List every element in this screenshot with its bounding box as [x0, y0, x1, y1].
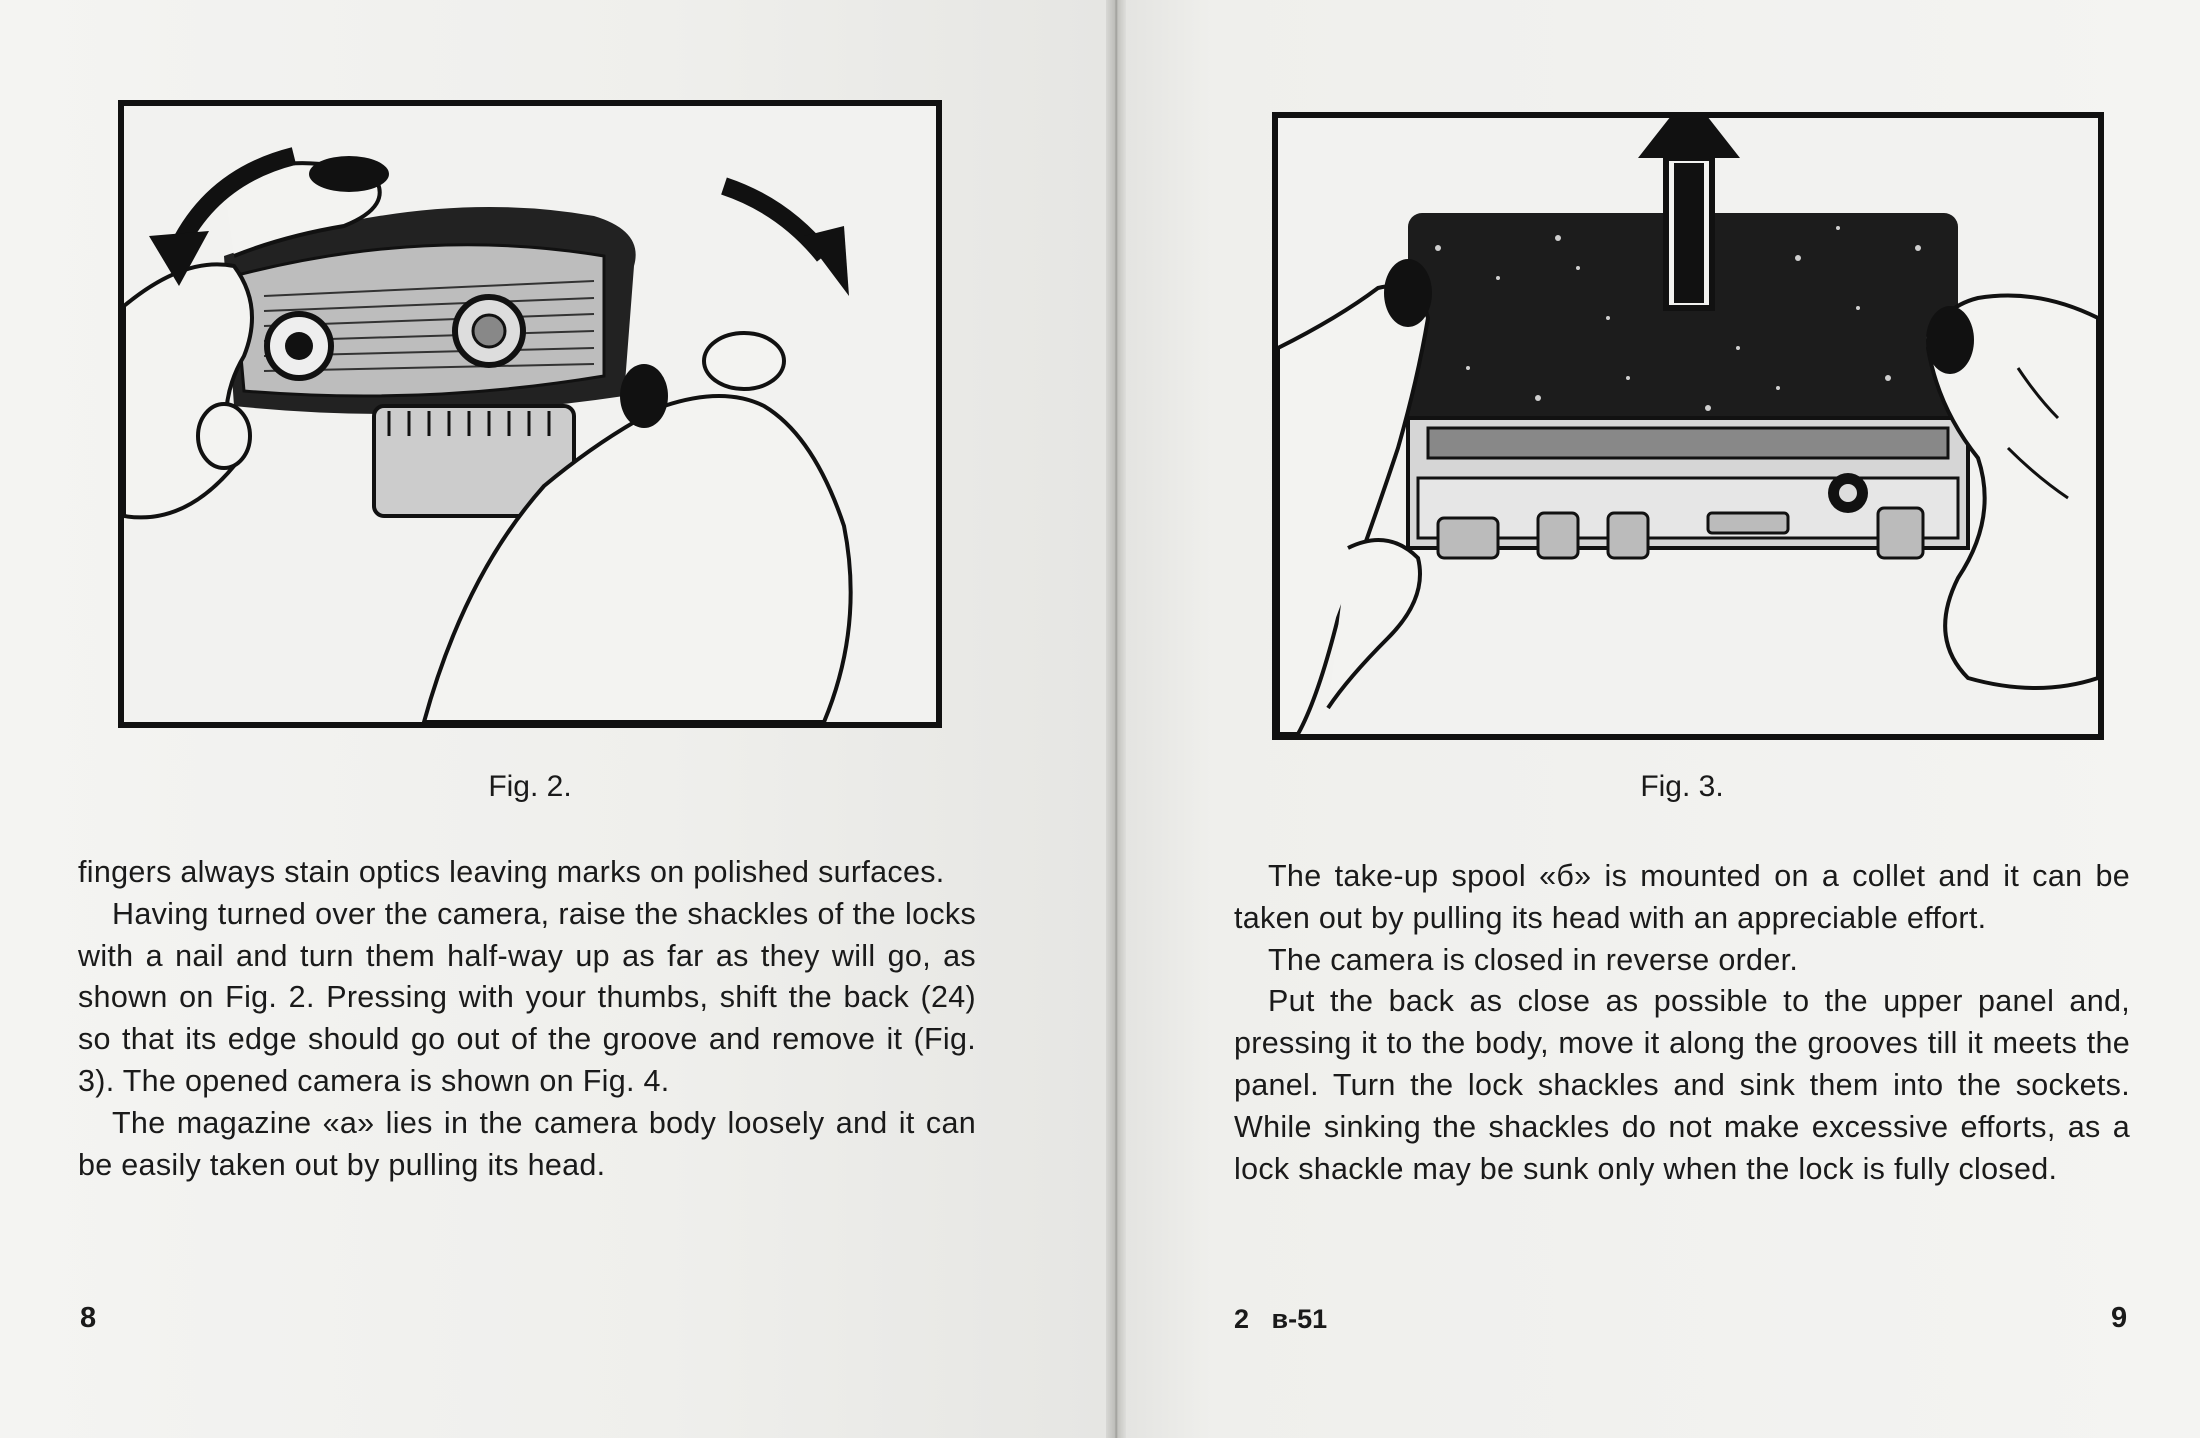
paragraph: The magazine «a» lies in the camera body loosely and it can be easily taken out by pulling its head. — [78, 1105, 976, 1182]
camera-rewind-illustration — [124, 106, 936, 722]
paragraph: Put the back as close as possible to the upper panel and, pressing it to the body, move it along the grooves till it meets the panel. Turn the lock shackles and sink them into the sockets. While sinking the shackles do not make excessive efforts, as a lock shackle may be sunk only when the lock is fully closed. — [1234, 984, 2130, 1186]
right-page-text — [1234, 856, 2130, 1190]
paragraph: The camera is closed in reverse order. — [1268, 942, 1799, 977]
book-gutter — [1106, 0, 1126, 1438]
paragraph: Having turned over the camera, raise the shackles of the locks with a nail and turn them half-way up as far as they will go, as shown on Fig. 2. Pressing with your thumbs, shift the back (24) so that its edge should go out of the groove and remove it (Fig. 3). The opened camera is shown on Fig. 4. — [78, 896, 976, 1098]
left-page-text — [78, 852, 976, 1186]
figure-3-caption: Fig. 3. — [1640, 770, 1724, 803]
figure-3 — [1272, 112, 2104, 740]
paragraph: fingers always stain optics leaving marks on polished surfaces. — [78, 855, 945, 889]
camera-back-removal-illustration — [1278, 118, 2098, 734]
figure-2-caption: Fig. 2. — [488, 770, 572, 803]
right-page — [1126, 0, 2200, 1438]
figure-2 — [118, 100, 942, 728]
page-number-left: 8 — [80, 1302, 97, 1334]
paragraph: The take-up spool «б» is mounted on a collet and it can be taken out by pulling its head with an appreciable effort. — [1234, 859, 2130, 935]
signature-mark: 2 в-51 — [1234, 1304, 1328, 1334]
page-number-right: 9 — [2111, 1302, 2128, 1334]
